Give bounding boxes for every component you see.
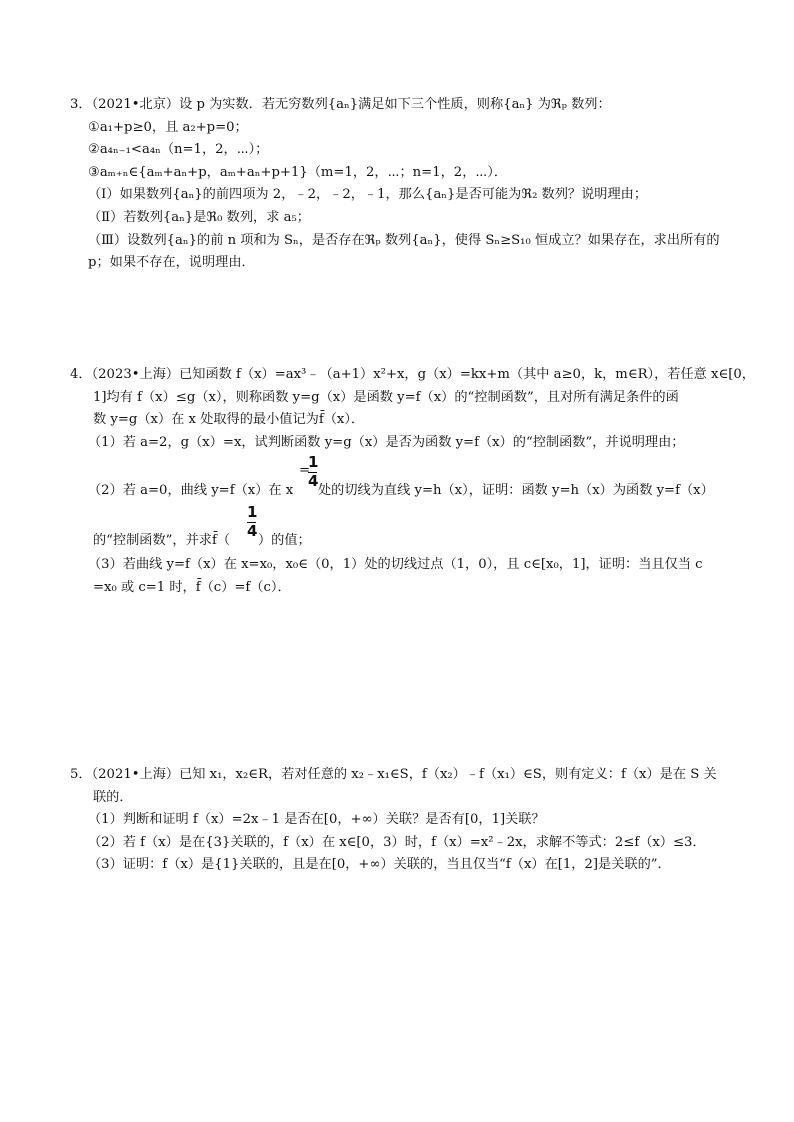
part-2-continued [70, 504, 730, 554]
property-2: ②a₄ₙ₋₁<a₄ₙ（n=1，2，⋯）； [88, 142, 269, 158]
fraction-one-quarter [308, 454, 318, 489]
problem-5 [70, 764, 730, 877]
fraction-numerator: 1 [247, 503, 258, 522]
part-2-text-b: 处的切线为直线 y=h（x），证明：函数 y=h（x）为函数 y=f（x） [318, 483, 714, 499]
part-3-continued: =x₀ 或 c=1 时，f̄（c）=f（c）． [93, 579, 291, 595]
part-iii: （Ⅲ）设数列{aₙ}的前 n 项和为 Sₙ，是否存在ℜₚ 数列{aₙ}，使得 Sₙ≥S₁₀ 恒成立？如果存在，求出所有的 [88, 232, 720, 248]
problem-4-stem: 4．（2023•上海）已知函数 f（x）=ax³﹣（a+1）x²+x，g（x）=kx+m（其中 a≥0，k，m∈R），若任意 x∈[0， [70, 367, 755, 382]
problem-4-stem-cont-1: 1]均有 f（x）≤g（x），则称函数 y=g（x）是函数 y=f（x）的“控制函数”，且对所有满足条件的函 [93, 389, 679, 405]
fraction-one-quarter-2 [247, 504, 257, 539]
part-3: （3）若曲线 y=f（x）在 x=x₀，x₀∈（0，1）处的切线过点（1，0），且 c∈[x₀，1]，证明：当且仅当 c [88, 557, 703, 573]
problem-4 [70, 364, 755, 600]
fraction-denominator: 4 [308, 472, 319, 491]
property-1: ①a₁+p≥0，且 a₂+p=0； [88, 119, 248, 135]
part-1: （1）若 a=2，g（x）=x，试判断函数 y=g（x）是否为函数 y=f（x）的“控制函数”，并说明理由； [88, 434, 685, 450]
part-iii-continued: p；如果不存在，说明理由． [88, 255, 255, 271]
part-2 [70, 454, 730, 504]
problem-5-stem-cont: 联的． [93, 789, 133, 805]
part-1: （1）判断和证明 f（x）=2x﹣1 是否在[0，+∞）关联？是否有[0，1]关联？ [88, 812, 545, 828]
fraction-denominator: 4 [247, 522, 258, 541]
part-2-cont-text-a: 的“控制函数”，并求f̄（ [93, 533, 231, 549]
problem-3-stem: 3．（2021•北京）设 p 为实数．若无穷数列{aₙ}满足如下三个性质，则称{aₙ} 为ℜₚ 数列： [70, 97, 611, 112]
problem-3 [70, 94, 730, 275]
part-2-cont-text-b: ）的值； [258, 533, 311, 549]
problem-4-stem-cont-2: 数 y=g（x）在 x 处取得的最小值记为f̄（x）． [93, 412, 365, 428]
part-3: （3）证明：f（x）是{1}关联的，且是在[0，+∞）关联的，当且仅当“f（x）在[1，2]是关联的”． [88, 857, 671, 873]
part-ii: （Ⅱ）若数列{aₙ}是ℜ₀ 数列，求 a₅； [88, 209, 310, 225]
part-2-text-a: （2）若 a=0，曲线 y=f（x）在 x [88, 483, 294, 499]
part-2: （2）若 f（x）是在{3}关联的，f（x）在 x∈[0，3）时，f（x）=x²﹣2x，求解不等式：2≤f（x）≤3． [88, 834, 706, 850]
fraction-numerator: 1 [308, 453, 319, 472]
equals-sign: = [299, 463, 311, 479]
part-i: （Ⅰ）如果数列{aₙ}的前四项为 2，﹣2，﹣2，﹣1，那么{aₙ}是否可能为ℜ₂ 数列？说明理由； [88, 187, 648, 203]
problem-5-stem: 5．（2021•上海）已知 x₁，x₂∈R，若对任意的 x₂﹣x₁∈S，f（x₂）﹣f（x₁）∈S，则有定义：f（x）是在 S 关 [70, 767, 717, 782]
property-3: ③aₘ₊ₙ∈{aₘ+aₙ+p，aₘ+aₙ+p+1}（m=1，2，⋯；n=1，2，⋯）． [88, 164, 508, 180]
